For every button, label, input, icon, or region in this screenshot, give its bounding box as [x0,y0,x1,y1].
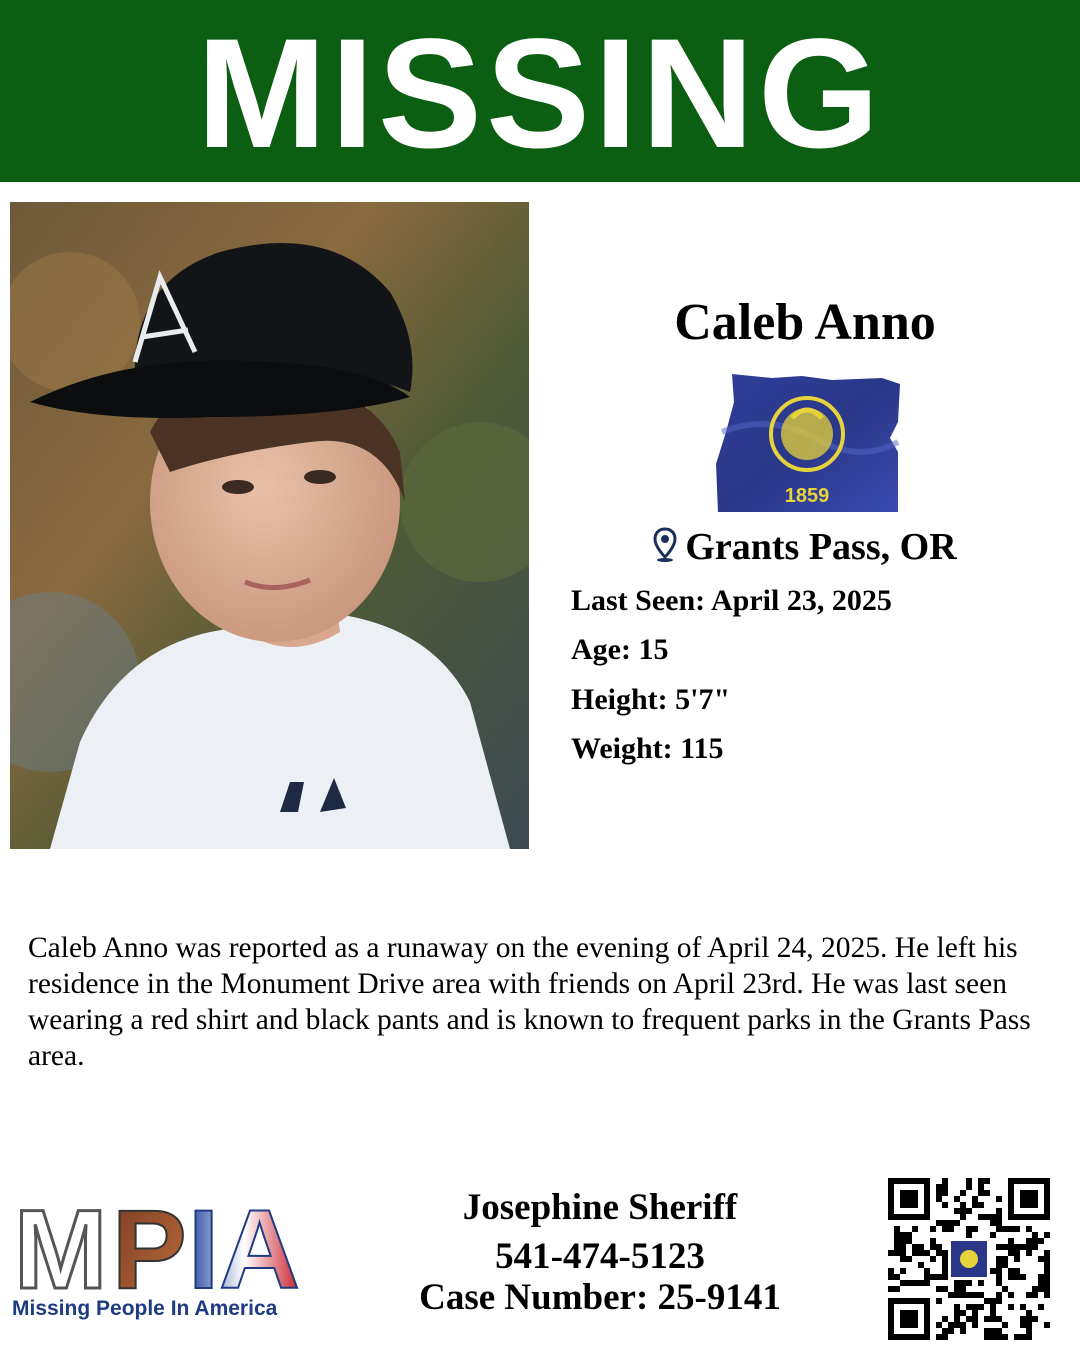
description: Caleb Anno was reported as a runaway on the evening of April 24, 2025. He left his residence in the Monument Drive area with friends on April 23rd. He was last seen wearing a red shirt and black pants and is known to frequent parks in the Grants Pass area. [28,932,1031,1072]
mpia-tagline: Missing People In America [12,1297,278,1320]
height: Height: 5'7" [571,683,731,716]
location-pin-icon [653,527,677,563]
svg-text:P: P [112,1196,187,1296]
contact-agency: Josephine Sheriff [462,1187,738,1228]
person-name: Caleb Anno [674,294,936,351]
age: Age: 15 [571,633,669,666]
missing-banner [0,0,1080,182]
location-text: Grants Pass, OR [685,526,957,568]
svg-text:IA: IA [188,1196,300,1296]
svg-text:M: M [14,1196,108,1296]
person-photo [10,202,529,849]
case-number: Case Number: 25-9141 [419,1277,781,1318]
qr-code[interactable] [888,1178,1050,1340]
banner-title: MISSING [196,7,884,181]
contact-phone: 541-474-5123 [495,1236,705,1277]
oregon-flag-map [712,372,904,514]
weight: Weight: 115 [571,732,724,765]
last-seen: Last Seen: April 23, 2025 [571,584,892,617]
flag-year: 1859 [784,485,830,507]
location [560,524,1050,570]
